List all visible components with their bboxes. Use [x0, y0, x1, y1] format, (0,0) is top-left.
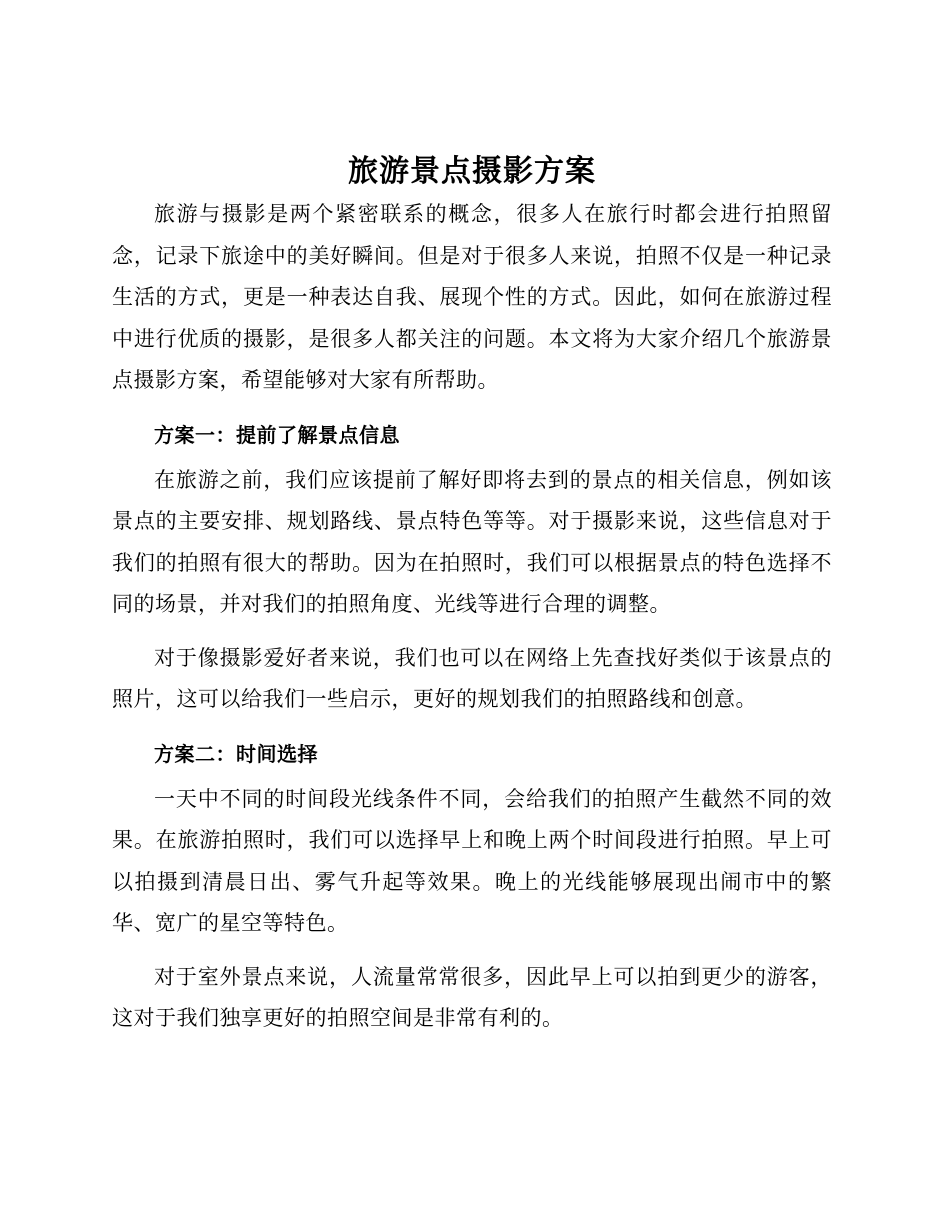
- intro-paragraph: 旅游与摄影是两个紧密联系的概念，很多人在旅行时都会进行拍照留念，记录下旅途中的美好瞬间。但是对于很多人来说，拍照不仅是一种记录生活的方式，更是一种表达自我、展现个性的方式。因此，如何在旅游过程中进行优质的摄影，是很多人都关注的问题。本文将为大家介绍几个旅游景点摄影方案，希望能够对大家有所帮助。: [112, 202, 832, 392]
- section2-paragraph-1: 一天中不同的时间段光线条件不同，会给我们的拍照产生截然不同的效果。在旅游拍照时，我们可以选择早上和晚上两个时间段进行拍照。早上可以拍摄到清晨日出、雾气升起等效果。晚上的光线能够展现出闹市中的繁华、宽广的星空等特色。: [112, 786, 832, 935]
- section1-paragraph-2: 对于像摄影爱好者来说，我们也可以在网络上先查找好类似于该景点的照片，这可以给我们一些启示，更好的规划我们的拍照路线和创意。: [112, 645, 832, 711]
- section1-paragraph-1: 在旅游之前，我们应该提前了解好即将去到的景点的相关信息，例如该景点的主要安排、规划路线、景点特色等等。对于摄影来说，这些信息对于我们的拍照有很大的帮助。因为在拍照时，我们可以根据景点的特色选择不同的场景，并对我们的拍照角度、光线等进行合理的调整。: [112, 467, 832, 616]
- document-page: [112, 150, 832, 1040]
- section2-paragraph-2: 对于室外景点来说，人流量常常很多，因此早上可以拍到更少的游客，这对于我们独享更好的拍照空间是非常有利的。: [112, 964, 832, 1030]
- section-heading-1: 方案一：提前了解景点信息: [154, 422, 400, 447]
- document-title: 旅游景点摄影方案: [348, 154, 596, 189]
- section-heading-2: 方案二：时间选择: [154, 741, 318, 766]
